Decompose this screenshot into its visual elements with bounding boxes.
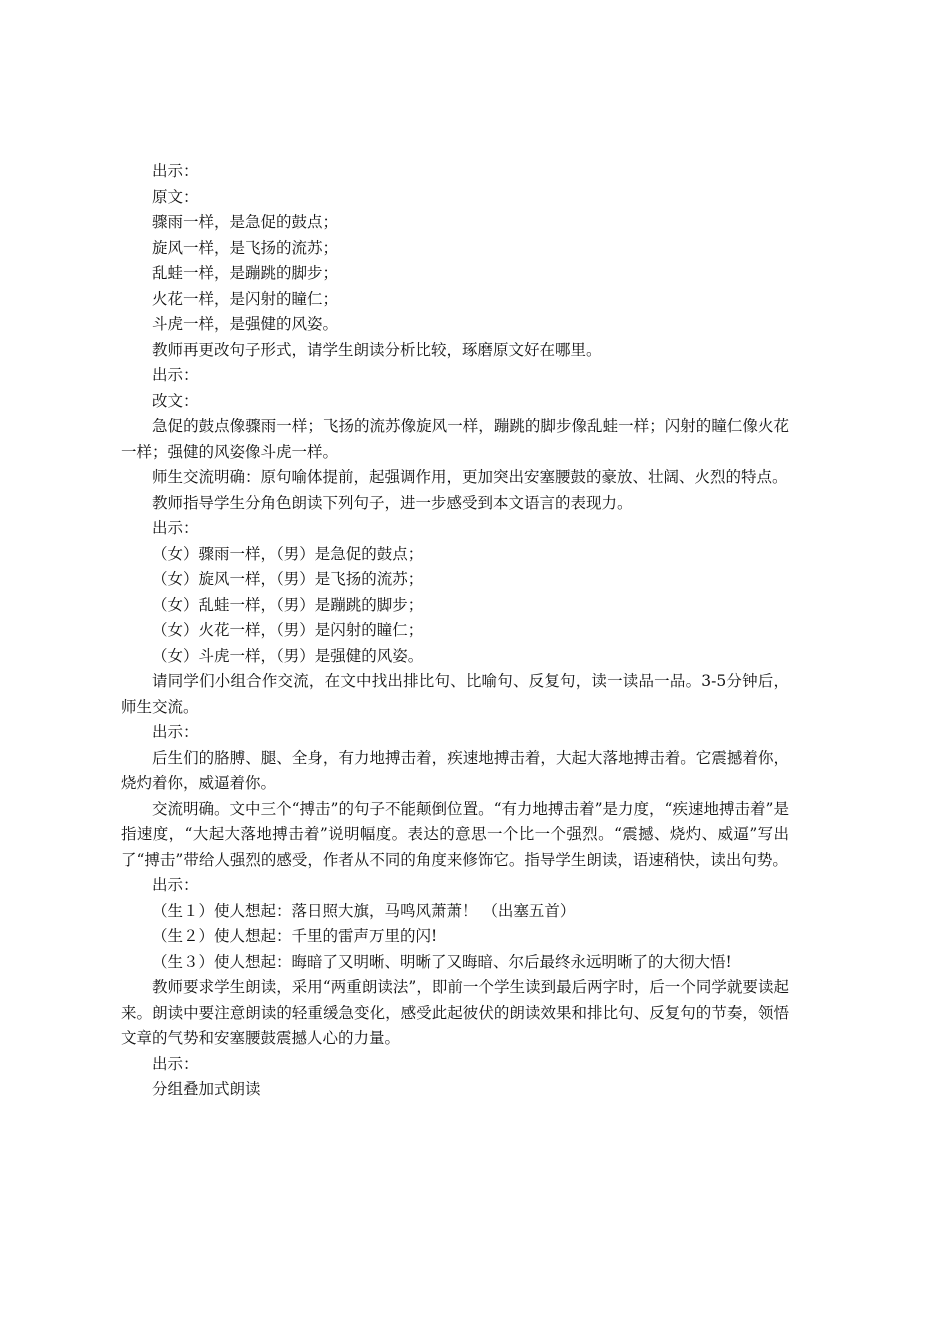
paragraph: 骤雨一样，是急促的鼓点； [152, 213, 339, 231]
paragraph: 旋风一样，是飞扬的流苏； [152, 238, 339, 257]
paragraph: 后生们的胳膊、腿、全身，有力地搏击着，疾速地搏击着，大起大落地搏击着。它震撼着你，烧灼着你，威逼着你。 [121, 748, 789, 792]
paragraph: 急促的鼓点像骤雨一样；飞扬的流苏像旋风一样，蹦跳的脚步像乱蛙一样；闪射的瞳仁像火花一样；强健的风姿像斗虎一样。 [121, 417, 789, 461]
paragraph: （生３）使人想起：晦暗了又明晰、明晰了又晦暗、尔后最终永远明晰了的大彻大悟! [152, 952, 732, 971]
paragraph: 原文： [152, 187, 199, 206]
paragraph: 出示： [152, 723, 199, 741]
paragraph: 改文： [152, 391, 199, 410]
paragraph: 师生交流明确：原句喻体提前，起强调作用，更加突出安塞腰鼓的豪放、壮阔、火烈的特点。 [152, 468, 788, 486]
paragraph: （女）乱蛙一样，（男）是蹦跳的脚步； [152, 595, 424, 614]
paragraph: （女）旋风一样，（男）是飞扬的流苏； [152, 570, 424, 588]
paragraph: 请同学们小组合作交流，在文中找出排比句、比喻句、反复句，读一读品一品。3-5分钟后，师生交流。 [121, 672, 789, 716]
paragraph: （女）斗虎一样，（男）是强健的风姿。 [152, 646, 424, 665]
paragraph: 斗虎一样，是强健的风姿。 [152, 315, 339, 333]
paragraph: 出示： [152, 366, 199, 384]
paragraph: 教师要求学生朗读，采用“两重朗读法”，即前一个学生读到最后两字时，后一个同学就要读起来。朗读中要注意朗读的轻重缓急变化，感受此起彼伏的朗读效果和排比句、反复句的节奏，领悟文章的气势和安塞腰鼓震撼人心的力量。 [121, 978, 789, 1047]
document-body [121, 159, 789, 1103]
paragraph: 交流明确。文中三个“搏击”的句子不能颠倒位置。“有力地搏击着”是力度，“疾速地搏击着”是指速度，“大起大落地搏击着”说明幅度。表达的意思一个比一个强烈。“震撼、烧灼、威逼”写出了“搏击”带给人强烈的感受，作者从不同的角度来修饰它。指导学生朗读，语速稍快，读出句势。 [121, 799, 789, 869]
paragraph: 出示： [152, 1054, 199, 1073]
paragraph: 教师再更改句子形式，请学生朗读分析比较，琢磨原文好在哪里。 [152, 340, 602, 359]
paragraph: 出示： [152, 519, 199, 537]
paragraph: 出示： [152, 162, 199, 180]
paragraph: 火花一样，是闪射的瞳仁； [152, 289, 339, 308]
paragraph: （女）火花一样，（男）是闪射的瞳仁； [152, 621, 424, 639]
paragraph: （女）骤雨一样，（男）是急促的鼓点； [152, 544, 424, 563]
paragraph: （生１）使人想起：落日照大旗，马鸣风萧萧！ （出塞五首） [152, 901, 576, 920]
paragraph: 分组叠加式朗读 [152, 1080, 261, 1098]
paragraph: 出示： [152, 876, 199, 894]
paragraph: 乱蛙一样，是蹦跳的脚步； [152, 264, 339, 282]
paragraph: 教师指导学生分角色朗读下列句子，进一步感受到本文语言的表现力。 [152, 493, 633, 512]
paragraph: （生２）使人想起：千里的雷声万里的闪! [152, 927, 438, 945]
